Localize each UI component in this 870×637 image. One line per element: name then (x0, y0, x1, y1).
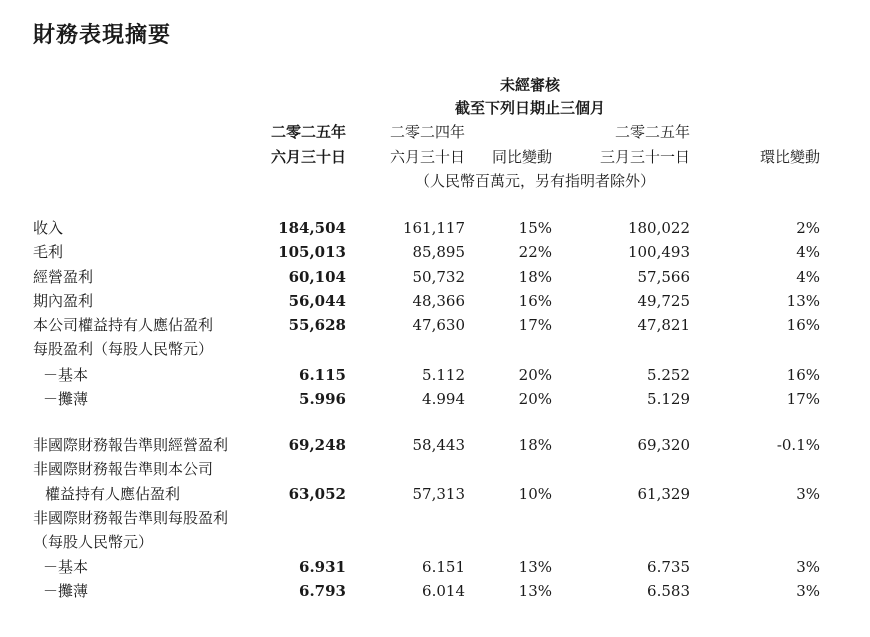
cell: 5.129 (647, 390, 690, 408)
cell: 56,044 (288, 292, 346, 310)
cell: 5.252 (647, 366, 690, 384)
row-label-eps-basic: －基本 (43, 366, 89, 384)
row-label-operating-profit: 經營盈利 (33, 268, 94, 286)
row-label-attributable-profit: 本公司權益持有人應佔盈利 (33, 316, 214, 334)
cell: 161,117 (402, 219, 465, 237)
cell: 2% (796, 219, 820, 237)
row-label-non-ifrs-eps-basic: －基本 (43, 558, 89, 576)
cell: 49,725 (637, 292, 690, 310)
cell: 85,895 (412, 243, 465, 261)
cell: 10% (518, 485, 552, 503)
cell: 20% (518, 390, 552, 408)
audit-header: 未經審核 (499, 76, 560, 94)
cell: 16% (518, 292, 552, 310)
cell: 16% (786, 316, 820, 334)
cell: 57,313 (412, 485, 465, 503)
row-label-non-ifrs-attributable-heading: 非國際財務報告準則本公司 (33, 460, 214, 478)
cell: 47,630 (412, 316, 465, 334)
cell: 184,504 (278, 219, 346, 237)
cell: 18% (518, 436, 552, 454)
cell: 5.112 (422, 366, 465, 384)
row-label-gross-profit: 毛利 (33, 243, 64, 261)
row-label-non-ifrs-eps-diluted: －攤薄 (43, 582, 89, 600)
cell: -0.1% (776, 436, 820, 454)
cell: 6.793 (299, 582, 346, 600)
cell: 13% (786, 292, 820, 310)
yoy-change-header: 同比變動 (491, 148, 552, 166)
cell: 100,493 (627, 243, 690, 261)
row-label-non-ifrs-attributable-profit: 權益持有人應佔盈利 (45, 485, 181, 503)
cell: 3% (796, 582, 820, 600)
col1-date-header: 六月三十日 (270, 148, 346, 166)
cell: 4% (796, 243, 820, 261)
row-label-period-profit: 期內盈利 (33, 292, 94, 310)
cell: 4% (796, 268, 820, 286)
cell: 17% (518, 316, 552, 334)
col2-year-header: 二零二四年 (389, 123, 465, 141)
row-label-non-ifrs-eps-heading: 非國際財務報告準則每股盈利 (33, 509, 229, 527)
cell: 63,052 (288, 485, 346, 503)
cell: 55,628 (288, 316, 346, 334)
unit-note: （人民幣百萬元，另有指明者除外） (414, 172, 655, 190)
cell: 60,104 (288, 268, 346, 286)
cell: 15% (518, 219, 552, 237)
cell: 69,320 (637, 436, 690, 454)
cell: 48,366 (412, 292, 465, 310)
period-header: 截至下列日期止三個月 (454, 99, 605, 117)
cell: 61,329 (637, 485, 690, 503)
cell: 6.014 (422, 582, 465, 600)
qoq-change-header: 環比變動 (759, 148, 820, 166)
cell: 50,732 (412, 268, 465, 286)
cell: 18% (518, 268, 552, 286)
cell: 105,013 (278, 243, 346, 261)
cell: 58,443 (412, 436, 465, 454)
cell: 13% (518, 582, 552, 600)
page-title: 財務表現摘要 (33, 23, 172, 48)
cell: 6.931 (299, 558, 346, 576)
cell: 6.583 (647, 582, 690, 600)
row-label-non-ifrs-eps-unit: （每股人民幣元） (33, 533, 154, 551)
row-label-eps-heading: 每股盈利（每股人民幣元） (33, 340, 214, 358)
cell: 22% (518, 243, 552, 261)
cell: 47,821 (637, 316, 690, 334)
col4-year-header: 二零二五年 (614, 123, 690, 141)
cell: 180,022 (627, 219, 690, 237)
cell: 57,566 (637, 268, 690, 286)
row-label-revenue: 收入 (33, 219, 64, 237)
cell: 4.994 (422, 390, 465, 408)
cell: 6.115 (299, 366, 346, 384)
col4-date-header: 三月三十一日 (599, 148, 690, 166)
cell: 13% (518, 558, 552, 576)
row-label-eps-diluted: －攤薄 (43, 390, 89, 408)
cell: 6.151 (422, 558, 465, 576)
cell: 20% (518, 366, 552, 384)
cell: 69,248 (288, 436, 346, 454)
cell: 16% (786, 366, 820, 384)
cell: 5.996 (299, 390, 346, 408)
cell: 3% (796, 558, 820, 576)
cell: 3% (796, 485, 820, 503)
cell: 17% (786, 390, 820, 408)
col2-date-header: 六月三十日 (389, 148, 465, 166)
col1-year-header: 二零二五年 (270, 123, 346, 141)
cell: 6.735 (647, 558, 690, 576)
row-label-non-ifrs-operating-profit: 非國際財務報告準則經營盈利 (33, 436, 229, 454)
